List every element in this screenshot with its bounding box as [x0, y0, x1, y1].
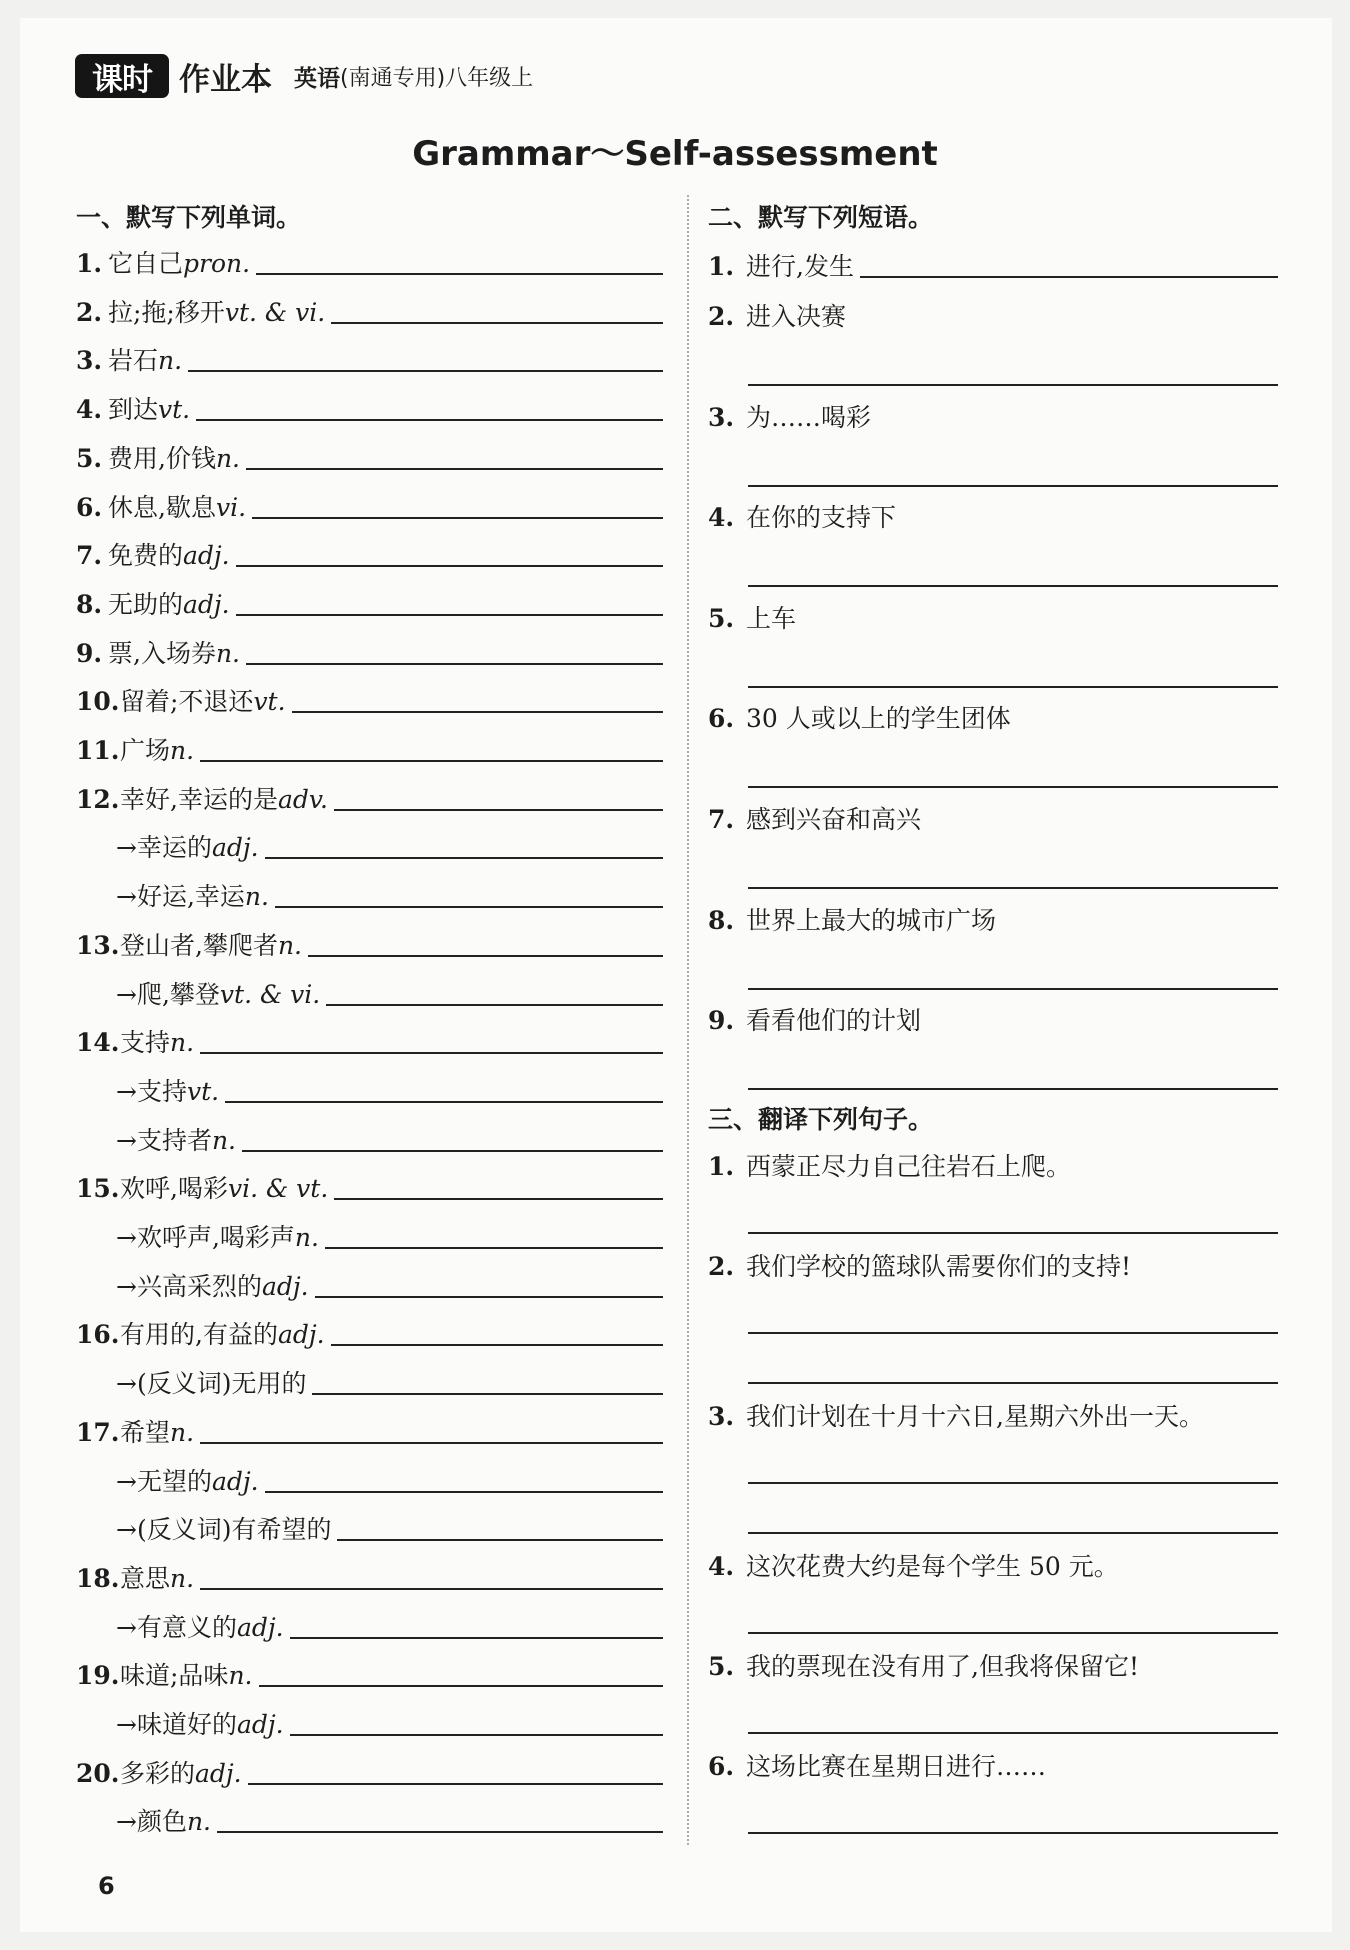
part-of-speech: n.	[294, 1223, 319, 1252]
answer-blank[interactable]	[326, 1003, 663, 1006]
answer-blank[interactable]	[188, 369, 663, 372]
item-number: 2.	[708, 1252, 735, 1281]
answer-blank[interactable]	[252, 516, 663, 519]
item-number: 2.	[76, 297, 103, 327]
part-of-speech: vt.	[186, 1076, 220, 1106]
item-prompt: 留着;不退还	[120, 687, 254, 717]
item-prompt: 我们学校的篮球队需要你们的支持!	[746, 1252, 1132, 1281]
item-prompt: 登山者,攀爬者	[120, 930, 278, 960]
item-prompt: →有意义的	[116, 1612, 237, 1642]
word-item	[116, 1215, 663, 1255]
edition-label: (南通专用)八年级上	[340, 65, 534, 91]
item-number: 5.	[76, 443, 103, 473]
answer-blank[interactable]	[200, 1441, 663, 1444]
part-of-speech: adj.	[195, 1758, 242, 1788]
word-item	[76, 338, 663, 378]
page-title: Grammar～Self-assessment	[412, 134, 938, 174]
word-item	[76, 533, 663, 573]
part-of-speech: n.	[211, 1125, 237, 1155]
item-prompt: 上车	[746, 603, 797, 633]
section-1-heading: 一、默写下列单词。	[76, 203, 302, 232]
answer-blank[interactable]	[325, 1246, 663, 1249]
sentence-item	[708, 1144, 1288, 1184]
item-prompt: 欢呼,喝彩	[120, 1174, 228, 1204]
item-prompt: 拉;拖;移开	[108, 297, 225, 327]
item-number: 11.	[76, 736, 120, 765]
item-number: 3.	[708, 1402, 735, 1431]
answer-blank[interactable]	[200, 1051, 663, 1054]
part-of-speech: adj.	[183, 541, 230, 571]
answer-blank[interactable]	[236, 564, 663, 567]
item-prompt: 费用,价钱	[108, 443, 216, 473]
word-item	[76, 1556, 663, 1596]
item-prompt: →(反义词)有希望的	[116, 1515, 332, 1545]
answer-blank[interactable]	[200, 1587, 663, 1590]
item-number: 9.	[76, 638, 103, 668]
answer-line[interactable]	[748, 384, 1278, 386]
item-prompt: 进入决赛	[746, 302, 847, 331]
item-number: 20.	[76, 1758, 120, 1788]
part-of-speech: adj.	[211, 1466, 259, 1496]
item-prompt: →欢呼声,喝彩声	[116, 1223, 295, 1252]
phrase-item	[708, 596, 1278, 636]
answer-blank[interactable]	[312, 1392, 663, 1395]
word-item	[116, 1069, 663, 1109]
word-item	[116, 1264, 663, 1304]
item-prompt: 票,入场券	[108, 638, 216, 668]
answer-blank[interactable]	[331, 1343, 663, 1346]
answer-blank[interactable]	[217, 1830, 663, 1833]
answer-blank[interactable]	[259, 1684, 664, 1687]
answer-blank[interactable]	[265, 1490, 663, 1493]
answer-line[interactable]	[748, 485, 1278, 487]
item-number: 15.	[76, 1174, 120, 1204]
answer-blank[interactable]	[236, 613, 663, 616]
item-number: 9.	[708, 1006, 735, 1036]
item-number: 4.	[708, 503, 735, 533]
item-number: 8.	[708, 905, 735, 935]
word-item	[76, 1751, 663, 1791]
answer-line[interactable]	[748, 1532, 1278, 1534]
part-of-speech: n.	[170, 1563, 195, 1593]
item-number: 5.	[708, 603, 735, 633]
part-of-speech: adj.	[236, 1710, 284, 1739]
item-number: 1.	[708, 1152, 735, 1181]
item-prompt: →(反义词)无用的	[116, 1369, 307, 1399]
answer-line[interactable]	[748, 1382, 1278, 1384]
phrase-item	[708, 495, 1278, 535]
part-of-speech: n.	[170, 1417, 195, 1447]
word-item	[76, 436, 663, 476]
word-item	[76, 728, 663, 768]
part-of-speech: vt.	[253, 687, 286, 717]
item-prompt: 为……喝彩	[746, 402, 872, 432]
answer-line[interactable]	[748, 1088, 1278, 1090]
word-item	[76, 241, 663, 281]
word-item	[76, 777, 663, 817]
word-item	[76, 1410, 663, 1450]
answer-line[interactable]	[748, 1632, 1278, 1634]
answer-blank[interactable]	[248, 1782, 663, 1785]
item-prompt: 世界上最大的城市广场	[746, 905, 997, 935]
book-logo: 课时	[75, 54, 169, 98]
item-prompt: 它自己	[108, 249, 184, 278]
answer-blank[interactable]	[860, 275, 1278, 278]
item-prompt: →爬,攀登	[116, 979, 220, 1009]
item-prompt: 这场比赛在星期日进行……	[746, 1752, 1047, 1781]
item-number: 14.	[76, 1028, 120, 1058]
section-2-heading: 二、默写下列短语。	[708, 203, 934, 232]
item-prompt: 在你的支持下	[746, 503, 897, 533]
answer-line[interactable]	[748, 1232, 1278, 1234]
item-number: 8.	[76, 589, 103, 619]
word-item	[116, 1605, 663, 1645]
word-item	[76, 923, 663, 963]
answer-blank[interactable]	[334, 1197, 663, 1200]
item-prompt: →支持	[116, 1076, 187, 1106]
item-prompt: 意思	[120, 1563, 171, 1593]
answer-line[interactable]	[748, 1832, 1278, 1834]
sentence-item	[708, 1544, 1288, 1584]
word-item	[76, 485, 663, 525]
answer-blank[interactable]	[315, 1295, 663, 1298]
answer-line[interactable]	[748, 686, 1278, 688]
part-of-speech: n.	[228, 1661, 253, 1691]
item-prompt: →味道好的	[116, 1710, 237, 1739]
part-of-speech: vi. & vt.	[227, 1174, 329, 1204]
item-prompt: 到达	[108, 395, 159, 425]
item-prompt: 免费的	[108, 541, 184, 571]
item-number: 13.	[76, 930, 120, 960]
answer-blank[interactable]	[246, 662, 663, 665]
answer-blank[interactable]	[290, 1636, 663, 1639]
answer-line[interactable]	[748, 786, 1278, 788]
word-item	[116, 1702, 663, 1742]
item-number: 7.	[708, 805, 735, 834]
item-prompt: 我们计划在十月十六日,星期六外出一天。	[746, 1402, 1204, 1431]
part-of-speech: vt.	[158, 395, 191, 425]
answer-blank[interactable]	[246, 467, 663, 470]
item-number: 1.	[76, 249, 103, 278]
word-item	[76, 679, 663, 719]
part-of-speech: pron.	[183, 249, 251, 278]
item-prompt: 幸好,幸运的是	[120, 784, 278, 814]
section-3-heading: 三、翻译下列句子。	[708, 1105, 934, 1134]
phrase-item	[708, 294, 1278, 334]
word-item	[116, 1459, 663, 1499]
word-item	[116, 1361, 663, 1401]
item-number: 6.	[76, 492, 103, 522]
item-number: 10.	[76, 687, 120, 717]
phrase-item	[708, 244, 1278, 284]
part-of-speech: adv.	[277, 784, 328, 814]
item-prompt: 西蒙正尽力自己往岩石上爬。	[746, 1152, 1072, 1181]
part-of-speech: adj.	[183, 589, 230, 619]
item-prompt: 希望	[120, 1417, 171, 1447]
word-item	[116, 1799, 663, 1839]
item-prompt: 无助的	[108, 589, 184, 619]
word-item	[116, 825, 663, 865]
part-of-speech: n.	[244, 882, 269, 912]
answer-blank[interactable]	[196, 418, 663, 421]
answer-blank[interactable]	[331, 321, 663, 324]
item-prompt: 看看他们的计划	[746, 1006, 922, 1036]
answer-blank[interactable]	[292, 710, 663, 713]
item-prompt: 进行,发生	[746, 252, 854, 281]
word-item	[76, 387, 663, 427]
answer-line[interactable]	[748, 887, 1278, 889]
item-prompt: 广场	[120, 736, 171, 765]
item-number: 6.	[708, 704, 735, 734]
part-of-speech: adj.	[261, 1271, 309, 1301]
word-item	[116, 972, 663, 1012]
word-item	[76, 1653, 663, 1693]
answer-blank[interactable]	[256, 272, 663, 275]
item-prompt: →支持者	[116, 1125, 212, 1155]
item-number: 4.	[708, 1552, 735, 1581]
phrase-item	[708, 395, 1278, 435]
word-item	[76, 1166, 663, 1206]
item-prompt: →幸运的	[116, 833, 212, 863]
item-number: 6.	[708, 1752, 735, 1781]
part-of-speech: vt. & vi.	[219, 979, 321, 1009]
item-number: 16.	[76, 1320, 120, 1350]
word-item	[76, 1312, 663, 1352]
phrase-item	[708, 998, 1278, 1038]
item-number: 12.	[76, 784, 120, 814]
book-name: 作业本	[179, 61, 272, 98]
item-number: 3.	[708, 402, 735, 432]
item-prompt: 岩石	[108, 346, 159, 376]
word-item	[116, 874, 663, 914]
item-number: 1.	[708, 252, 735, 281]
sentence-item	[708, 1394, 1288, 1434]
part-of-speech: adj.	[277, 1320, 325, 1350]
subject-label: 英语	[294, 65, 340, 92]
part-of-speech: vi.	[215, 492, 247, 522]
sentence-item	[708, 1244, 1288, 1284]
answer-blank[interactable]	[200, 759, 663, 762]
phrase-item	[708, 696, 1278, 736]
item-prompt: 这次花费大约是每个学生 50 元。	[746, 1552, 1119, 1581]
word-item	[76, 631, 663, 671]
answer-blank[interactable]	[225, 1100, 663, 1103]
page-number: 6	[98, 1872, 115, 1900]
sentence-item	[708, 1644, 1288, 1684]
part-of-speech: adj.	[211, 833, 259, 863]
answer-line[interactable]	[748, 1482, 1278, 1484]
word-item	[76, 290, 663, 330]
item-number: 19.	[76, 1661, 120, 1691]
answer-blank[interactable]	[275, 905, 663, 908]
item-prompt: →好运,幸运	[116, 882, 245, 912]
word-item	[76, 582, 663, 622]
item-prompt: 支持	[120, 1028, 171, 1058]
part-of-speech: adj.	[236, 1612, 284, 1642]
item-prompt: 我的票现在没有用了,但我将保留它!	[746, 1652, 1139, 1681]
phrase-item	[708, 797, 1278, 837]
word-item	[116, 1507, 663, 1547]
answer-line[interactable]	[748, 988, 1278, 990]
answer-blank[interactable]	[242, 1149, 663, 1152]
item-prompt: →无望的	[116, 1466, 212, 1496]
item-prompt: 味道;品味	[120, 1661, 229, 1691]
item-prompt: 有用的,有益的	[120, 1320, 278, 1350]
item-number: 17.	[76, 1417, 120, 1447]
item-prompt: 休息,歇息	[108, 492, 216, 522]
item-prompt: 30 人或以上的学生团体	[746, 704, 1011, 734]
part-of-speech: n.	[170, 736, 195, 765]
answer-blank[interactable]	[337, 1538, 663, 1541]
answer-blank[interactable]	[334, 808, 663, 811]
sentence-item	[708, 1744, 1288, 1784]
answer-line[interactable]	[748, 585, 1278, 587]
part-of-speech: n.	[186, 1807, 212, 1837]
word-item	[76, 1020, 663, 1060]
item-prompt: →兴高采烈的	[116, 1271, 262, 1301]
item-number: 7.	[76, 541, 103, 571]
phrase-item	[708, 898, 1278, 938]
item-number: 3.	[76, 346, 103, 376]
part-of-speech: n.	[277, 930, 303, 960]
answer-blank[interactable]	[265, 856, 663, 859]
item-number: 4.	[76, 395, 103, 425]
answer-blank[interactable]	[290, 1733, 663, 1736]
item-prompt: →颜色	[116, 1807, 187, 1837]
item-number: 2.	[708, 302, 735, 331]
answer-line[interactable]	[748, 1332, 1278, 1334]
item-number: 5.	[708, 1652, 735, 1681]
word-item	[116, 1118, 663, 1158]
column-divider	[687, 195, 689, 1845]
part-of-speech: n.	[158, 346, 183, 376]
item-prompt: 多彩的	[120, 1758, 196, 1788]
part-of-speech: n.	[215, 443, 241, 473]
part-of-speech: vt. & vi.	[224, 297, 326, 327]
part-of-speech: n.	[215, 638, 241, 668]
item-number: 18.	[76, 1563, 120, 1593]
part-of-speech: n.	[170, 1028, 195, 1058]
book-header	[75, 48, 533, 104]
answer-line[interactable]	[748, 1732, 1278, 1734]
answer-blank[interactable]	[308, 954, 663, 957]
item-prompt: 感到兴奋和高兴	[746, 805, 922, 834]
